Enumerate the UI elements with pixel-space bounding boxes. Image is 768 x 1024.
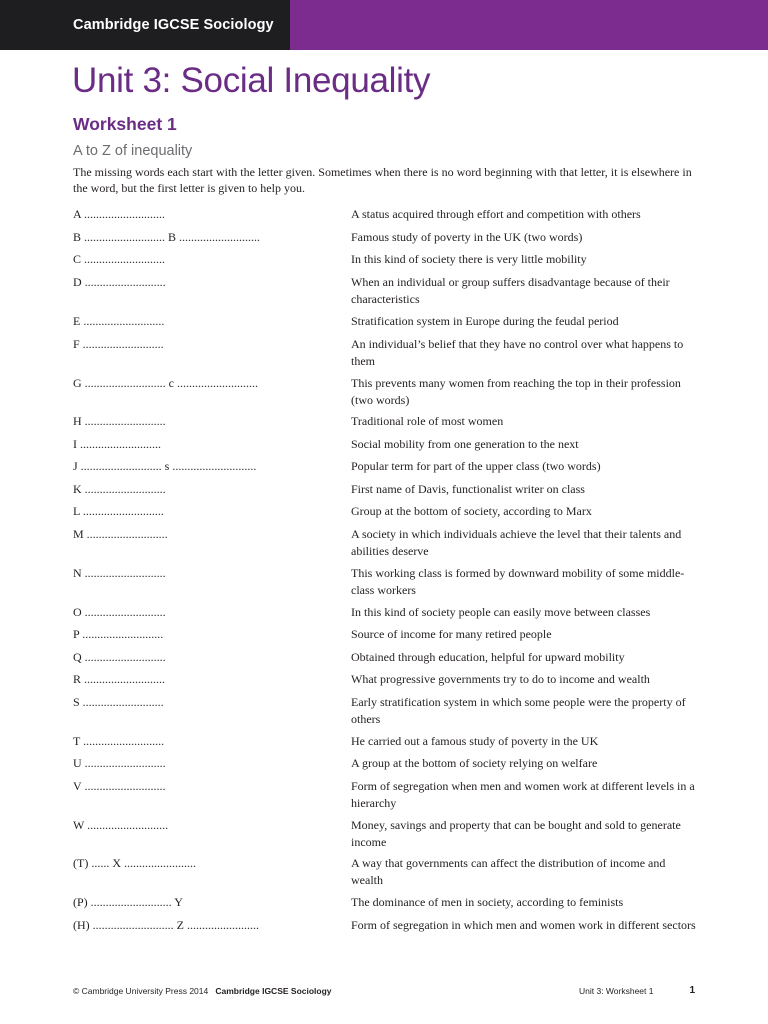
clue-text: A status acquired through effort and competition with others — [351, 207, 641, 221]
answer-blank: I ........................... — [73, 437, 161, 451]
clue-text: Early stratification system in which some people were the property of others — [351, 695, 686, 726]
answer-blank: B ........................... B ........................... — [73, 230, 261, 244]
clue-text: Traditional role of most women — [351, 414, 504, 428]
answer-blank: C ........................... — [73, 252, 166, 266]
answer-blank: E ........................... — [73, 314, 165, 328]
answer-blank: J ........................... s ............................ — [73, 459, 257, 473]
clue-text: This prevents many women from reaching the top in their profession (two words) — [351, 376, 681, 407]
list-item — [73, 413, 698, 430]
list-item — [73, 649, 698, 666]
answer-blank: V ........................... — [73, 779, 166, 793]
list-item — [73, 671, 698, 688]
clue-text: The dominance of men in society, according to feminists — [351, 895, 624, 909]
list-item — [73, 503, 698, 520]
list-item — [73, 251, 698, 268]
answer-blank: A ........................... — [73, 207, 166, 221]
list-item — [73, 778, 698, 811]
answer-blank: N ........................... — [73, 566, 166, 580]
copyright-text: © Cambridge University Press 2014 — [73, 986, 209, 996]
list-item — [73, 565, 698, 598]
answer-blank: M ........................... — [73, 527, 168, 541]
answer-blank: P ........................... — [73, 627, 164, 641]
answer-blank: K ........................... — [73, 482, 166, 496]
answer-blank: L ........................... — [73, 504, 164, 518]
header-band-dark — [0, 0, 290, 50]
page-number: 1 — [689, 985, 695, 996]
footer-copyright — [73, 986, 332, 996]
list-item — [73, 755, 698, 772]
clue-text: In this kind of society people can easily move between classes — [351, 605, 651, 619]
clue-text: Form of segregation in which men and women work in different sectors — [351, 918, 696, 932]
answer-blank: G ........................... c ........................... — [73, 376, 258, 390]
clue-text: Popular term for part of the upper class (two words) — [351, 459, 601, 473]
clue-text: In this kind of society there is very little mobility — [351, 252, 587, 266]
answer-blank: (T) ...... X ........................ — [73, 856, 196, 870]
list-item — [73, 458, 698, 475]
answer-blank: (H) ........................... Z ........................ — [73, 918, 259, 932]
clue-text: Form of segregation when men and women work at different levels in a hierarchy — [351, 779, 695, 810]
list-item — [73, 206, 698, 223]
list-item — [73, 313, 698, 330]
clue-text: A way that governments can affect the distribution of income and wealth — [351, 856, 666, 887]
clue-text: Group at the bottom of society, according to Marx — [351, 504, 592, 518]
answer-blank: (P) ........................... Y — [73, 895, 183, 909]
book-title: Cambridge IGCSE Sociology — [73, 17, 274, 33]
clue-text: Stratification system in Europe during the feudal period — [351, 314, 619, 328]
clue-text: First name of Davis, functionalist writer on class — [351, 482, 585, 496]
section-title: A to Z of inequality — [73, 143, 193, 159]
clue-text: Money, savings and property that can be bought and sold to generate income — [351, 818, 681, 849]
answer-blank: Q ........................... — [73, 650, 166, 664]
unit-title: Unit 3: Social Inequality — [72, 61, 431, 100]
answer-blank: O ........................... — [73, 605, 166, 619]
list-item — [73, 481, 698, 498]
clue-text: What progressive governments try to do to income and wealth — [351, 672, 650, 686]
clue-text: Social mobility from one generation to the next — [351, 437, 579, 451]
clue-text: Source of income for many retired people — [351, 627, 552, 641]
answer-blank: U ........................... — [73, 756, 166, 770]
answer-blank: H ........................... — [73, 414, 166, 428]
clue-text: Obtained through education, helpful for upward mobility — [351, 650, 625, 664]
list-item — [73, 917, 698, 934]
answer-blank: S ........................... — [73, 695, 164, 709]
clue-text: A group at the bottom of society relying on welfare — [351, 756, 598, 770]
answer-blank: F ........................... — [73, 337, 164, 351]
clue-text: He carried out a famous study of poverty in the UK — [351, 734, 599, 748]
clue-text: A society in which individuals achieve the level that their talents and abilities deserve — [351, 527, 682, 558]
clue-text: This working class is formed by downward mobility of some middle-class workers — [351, 566, 685, 597]
clue-text: When an individual or group suffers disadvantage because of their characteristics — [351, 275, 670, 306]
header-band-accent — [290, 0, 768, 50]
list-item — [73, 274, 698, 307]
worksheet-title: Worksheet 1 — [73, 114, 177, 134]
list-item — [73, 526, 698, 559]
list-item — [73, 375, 698, 408]
list-item — [73, 733, 698, 750]
page-footer — [73, 986, 695, 1000]
answer-blank: W ........................... — [73, 818, 169, 832]
list-item — [73, 817, 698, 850]
answer-blank: R ........................... — [73, 672, 166, 686]
list-item — [73, 436, 698, 453]
answer-blank: T ........................... — [73, 734, 165, 748]
list-item — [73, 694, 698, 727]
header-band — [0, 0, 768, 50]
list-item — [73, 336, 698, 369]
clue-text: An individual’s belief that they have no control over what happens to them — [351, 337, 684, 368]
list-item — [73, 894, 698, 911]
answer-blank: D ........................... — [73, 275, 166, 289]
list-item — [73, 626, 698, 643]
list-item — [73, 604, 698, 621]
clue-text: Famous study of poverty in the UK (two words) — [351, 230, 583, 244]
footer-worksheet-ref: Unit 3: Worksheet 1 — [579, 986, 654, 996]
list-item — [73, 855, 698, 888]
footer-book: Cambridge IGCSE Sociology — [215, 986, 332, 996]
list-item — [73, 229, 698, 246]
instructions: The missing words each start with the letter given. Sometimes when there is no word beginning with that letter, it is elsewhere in the word, but the first letter is given to help you. — [73, 165, 692, 195]
